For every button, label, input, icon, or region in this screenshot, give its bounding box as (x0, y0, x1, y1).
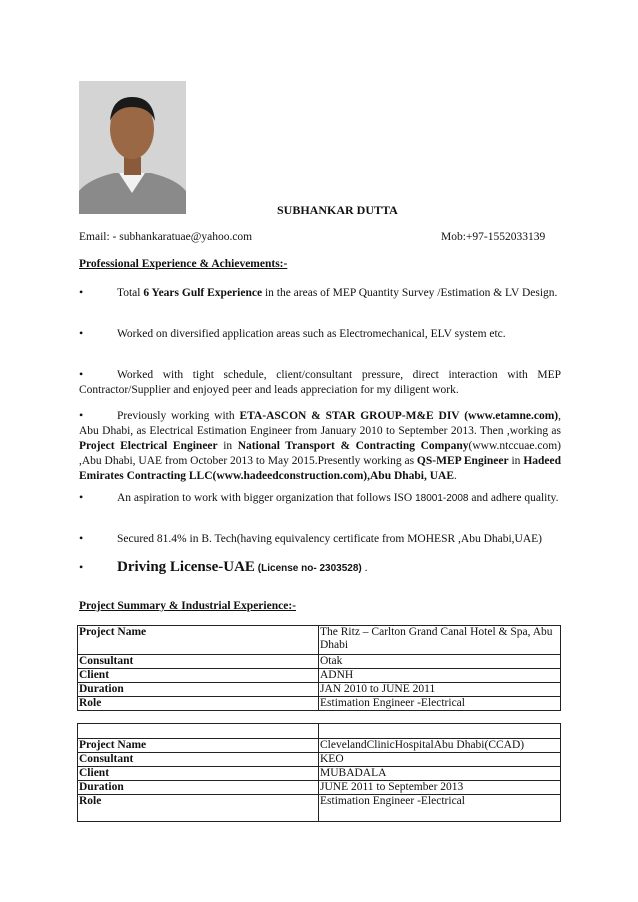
table-row (78, 655, 561, 669)
row-label: Duration (78, 683, 319, 697)
row-value: ADNH (319, 669, 561, 683)
table-row (78, 781, 561, 795)
row-spacer (78, 724, 319, 739)
table-row (78, 739, 561, 753)
bullet-application-areas: • Worked on diversified application areas such as Electromechanical, ELV system etc. (79, 326, 506, 340)
bullet-icon: • (79, 326, 84, 340)
row-label: Client (78, 767, 319, 781)
bullet-iso-aspiration: • An aspiration to work with bigger organization that follows ISO 18001-2008 and adhere quality. (79, 490, 559, 504)
row-value: The Ritz – Carlton Grand Canal Hotel & Spa, Abu Dhabi (319, 626, 561, 655)
projects-heading: Project Summary & Industrial Experience:- (79, 600, 296, 612)
mobile-text: Mob:+97-1552033139 (441, 231, 546, 243)
project-table-2 (77, 723, 561, 822)
row-spacer (319, 724, 561, 739)
bullet-icon: • (79, 367, 84, 381)
bullet-education: • Secured 81.4% in B. Tech(having equivalency certificate from MOHESR ,Abu Dhabi,UAE) (79, 531, 543, 545)
bullet-work-schedule: • Worked with tight schedule, client/consultant pressure, direct interaction with MEP Contractor/Supplier and enjoyed peer and leads appreciation for my diligent work. (79, 367, 561, 396)
experience-heading: Professional Experience & Achievements:- (79, 258, 288, 270)
row-value: JAN 2010 to JUNE 2011 (319, 683, 561, 697)
row-label: Project Name (78, 626, 319, 655)
table-row (78, 724, 561, 739)
candidate-name: SUBHANKAR DUTTA (277, 203, 398, 217)
table-row (78, 767, 561, 781)
row-label: Consultant (78, 655, 319, 669)
profile-photo (79, 81, 186, 214)
row-value: MUBADALA (319, 767, 561, 781)
table-row (78, 626, 561, 655)
table-row (78, 753, 561, 767)
row-label: Duration (78, 781, 319, 795)
row-label: Role (78, 795, 319, 822)
bullet-icon: • (79, 560, 84, 574)
bullet-employment-history: • Previously working with ETA-ASCON & STAR GROUP-M&E DIV (www.etamne.com), Abu Dhabi, as Electrical Estimation Engineer from January 2010 to September 2013. Then ,working as Project Electrical Engineer in National Transport & Contracting Company(www.ntccuae.com) ,Abu Dhabi, UAE from October 2013 to May 2015.Presently working as QS-MEP Engineer in Hadeed Emirates Contracting LLC(www.hadeedconstruction.com),Abu Dhabi, UAE. (79, 408, 562, 482)
table-row (78, 697, 561, 711)
bullet-icon: • (79, 490, 84, 504)
person-silhouette-icon (79, 81, 186, 214)
row-label: Project Name (78, 739, 319, 753)
project-table-1 (77, 625, 561, 711)
bullet-icon: • (79, 285, 84, 299)
row-value: Estimation Engineer -Electrical (319, 697, 561, 711)
bullet-icon: • (79, 408, 84, 422)
row-value: ClevelandClinicHospitalAbu Dhabi(CCAD) (319, 739, 561, 753)
email-text: Email: - subhankaratuae@yahoo.com (79, 231, 253, 243)
bullet-driving-license: • Driving License-UAE (License no- 2303528) . (79, 559, 368, 575)
row-label: Role (78, 697, 319, 711)
row-value: KEO (319, 753, 561, 767)
row-value: Otak (319, 655, 561, 669)
table-row (78, 683, 561, 697)
bullet-experience-years: • Total 6 Years Gulf Experience in the areas of MEP Quantity Survey /Estimation & LV Design. (79, 285, 558, 299)
table-row (78, 669, 561, 683)
row-value: Estimation Engineer -Electrical (319, 795, 561, 822)
row-label: Client (78, 669, 319, 683)
row-value: JUNE 2011 to September 2013 (319, 781, 561, 795)
row-label: Consultant (78, 753, 319, 767)
table-row (78, 795, 561, 822)
bullet-icon: • (79, 531, 84, 545)
